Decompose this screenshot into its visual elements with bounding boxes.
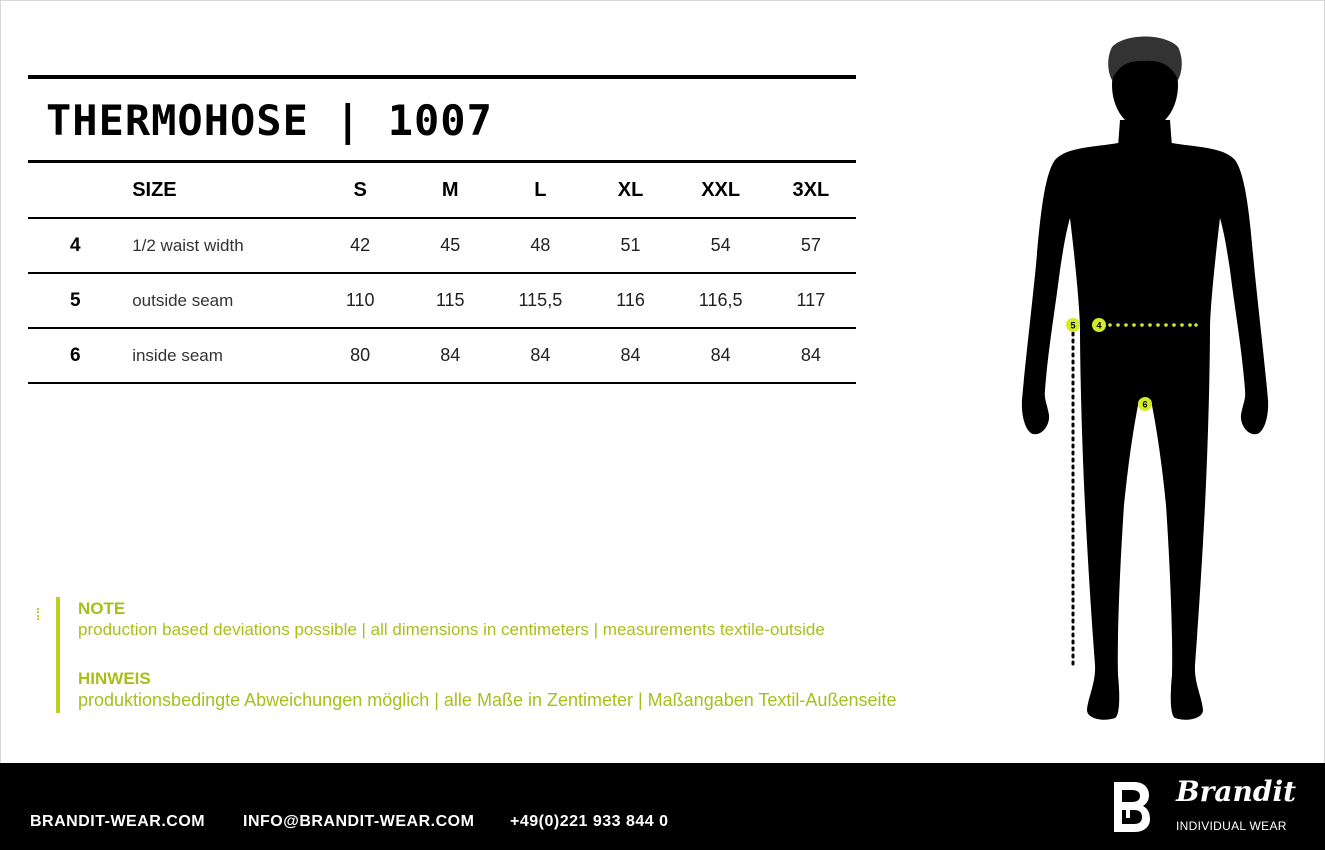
footer-phone: +49(0)221 933 844 0 xyxy=(510,813,669,830)
measurement-label: 1/2 waist width xyxy=(132,235,244,255)
marker-4 xyxy=(1092,318,1106,332)
size-header: XXL xyxy=(701,178,741,201)
footer-website: BRANDIT-WEAR.COM xyxy=(30,813,206,830)
measurement-number: 6 xyxy=(70,344,81,366)
note-text: production based deviations possible | all dimensions in centimeters | measurements textile-outside xyxy=(78,620,825,639)
note-text: produktionsbedingte Abweichungen möglich | alle Maße in Zentimeter | Maßangaben Textil-Außenseite xyxy=(78,690,897,710)
note-heading: HINWEIS xyxy=(78,669,151,688)
note-english xyxy=(78,599,825,640)
top-rule xyxy=(28,75,856,79)
product-title: THERMOHOSE | 1007 xyxy=(46,96,493,145)
marker-label: 5 xyxy=(1070,320,1076,331)
table-cell: 45 xyxy=(440,235,461,255)
table-cell: 51 xyxy=(620,235,641,255)
table-cell: 84 xyxy=(710,345,731,365)
marker-label: 4 xyxy=(1096,320,1102,331)
size-header: XL xyxy=(617,178,644,201)
marker-5 xyxy=(1066,318,1080,332)
size-header: M xyxy=(441,178,459,201)
size-table xyxy=(28,163,856,384)
table-cell: 84 xyxy=(530,345,551,365)
footer-bar xyxy=(0,763,1325,850)
table-cell: 84 xyxy=(440,345,461,365)
dotted-mark xyxy=(37,608,39,620)
table-cell: 115,5 xyxy=(518,290,563,310)
table-cell: 115 xyxy=(435,290,465,310)
note-heading: NOTE xyxy=(78,599,126,618)
table-cell: 42 xyxy=(350,235,371,255)
size-header: S xyxy=(353,178,367,201)
table-cell: 54 xyxy=(710,235,731,255)
table-header-row xyxy=(28,163,856,218)
footer-email: INFO@BRANDIT-WEAR.COM xyxy=(243,813,475,830)
table-header-size: SIZE xyxy=(132,178,177,201)
measurement-label: inside seam xyxy=(132,345,223,365)
measurement-label: outside seam xyxy=(132,290,234,310)
table-cell: 84 xyxy=(800,345,821,365)
brand-name: Brandit xyxy=(1176,775,1297,808)
size-header: 3XL xyxy=(792,178,830,201)
size-header: L xyxy=(534,178,547,201)
table-cell: 117 xyxy=(796,290,826,310)
table-row xyxy=(28,218,856,273)
table-cell: 84 xyxy=(620,345,641,365)
measurement-number: 5 xyxy=(70,289,81,311)
table-row xyxy=(28,328,856,383)
body-silhouette-figure xyxy=(1000,25,1290,725)
table-cell: 57 xyxy=(800,235,821,255)
marker-6 xyxy=(1138,397,1152,411)
brand-logo-icon xyxy=(1112,780,1152,834)
note-german xyxy=(78,669,896,711)
table-cell: 80 xyxy=(350,345,371,365)
table-row xyxy=(28,273,856,328)
brand-tagline: INDIVIDUAL WEAR xyxy=(1176,819,1287,833)
table-cell: 110 xyxy=(345,290,375,310)
note-accent-bar xyxy=(56,597,60,713)
table-cell: 48 xyxy=(530,235,551,255)
table-cell: 116,5 xyxy=(698,290,743,310)
marker-label: 6 xyxy=(1142,399,1148,410)
table-cell: 116 xyxy=(616,290,645,310)
measurement-number: 4 xyxy=(70,234,81,256)
table-header-empty xyxy=(28,163,132,218)
